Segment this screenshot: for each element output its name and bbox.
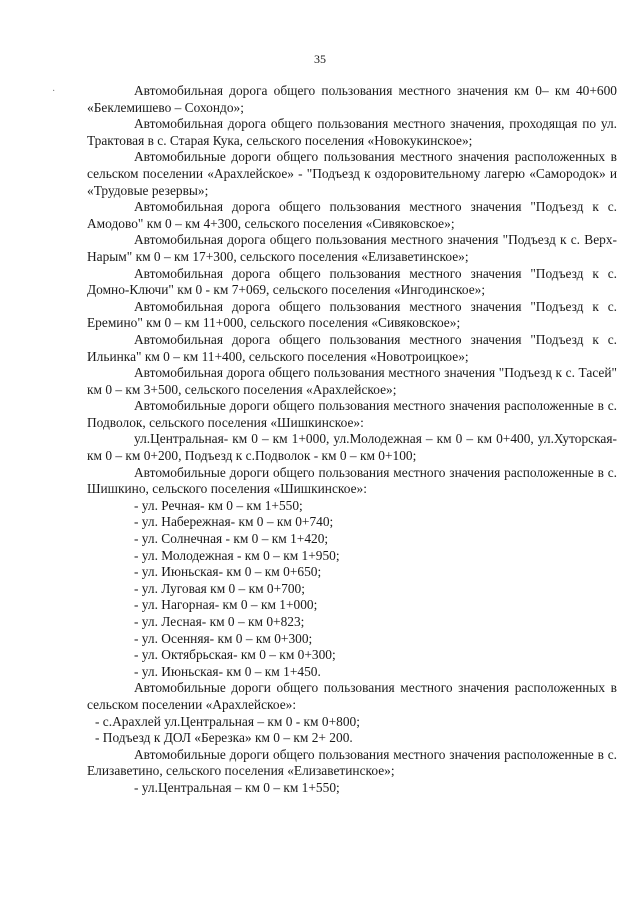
list-item: - ул. Лесная- км 0 – км 0+823; bbox=[134, 614, 305, 629]
paragraph-staraya-kuka: Автомобильная дорога общего пользования местного значения, проходящая по ул. Трактовая в с. Старая Кука, сельского поселения «Новокукинское»; bbox=[87, 116, 617, 148]
shishkino-street-list bbox=[87, 498, 617, 681]
paragraph-domno-klyuchi: Автомобильная дорога общего пользования местного значения "Подъезд к с. Домно-Ключи" км 0 - км 7+069, сельского поселения «Ингодинское»; bbox=[87, 265, 617, 298]
paragraph-verkh-narym: Автомобильная дорога общего пользования местного значения "Подъезд к с. Верх-Нарым" км 0 – км 17+300, сельского поселения «Елизаветинское»; bbox=[87, 232, 617, 264]
arakhlei-list bbox=[87, 714, 617, 747]
paragraph-samorodok: Автомобильные дороги общего пользования местного значения расположенных в сельском поселении «Арахлейское» - "Подъезд к оздоровительному лагерю «Самородок» и «Трудовые резервы»; bbox=[87, 149, 617, 198]
paragraph-shishkino-intro: Автомобильные дороги общего пользования местного значения расположенные в с. Шишкино, сельского поселения «Шишкинское»: bbox=[87, 464, 617, 497]
list-item: - ул. Молодежная - км 0 – км 1+950; bbox=[134, 547, 340, 563]
list-item: - ул.Центральная – км 0 – км 1+550; bbox=[134, 779, 340, 795]
list-item: - ул. Июньская- км 0 – км 1+450. bbox=[134, 663, 321, 679]
list-item: - ул. Июньская- км 0 – км 0+650; bbox=[134, 564, 322, 580]
list-item: - ул. Речная- км 0 – км 1+550; bbox=[134, 497, 303, 513]
paragraph-amodovo: Автомобильная дорога общего пользования местного значения "Подъезд к с. Амодово" км 0 – км 4+300, сельского поселения «Сивяковское»; bbox=[87, 199, 617, 231]
document-body bbox=[87, 83, 617, 797]
list-item: - ул. Осенняя- км 0 – км 0+300; bbox=[134, 630, 313, 646]
list-item: - ул. Набережная- км 0 – км 0+740; bbox=[134, 514, 334, 530]
list-item: - ул. Солнечная - км 0 – км 1+420; bbox=[134, 531, 329, 547]
paragraph-eremino: Автомобильная дорога общего пользования местного значения "Подъезд к с. Еремино" км 0 – км 11+000, сельского поселения «Сивяковское»; bbox=[87, 298, 617, 331]
page-number: 35 bbox=[314, 52, 326, 66]
list-item: - ул. Октябрьская- км 0 – км 0+300; bbox=[134, 647, 336, 663]
paragraph-ilyinka: Автомобильная дорога общего пользования местного значения "Подъезд к с. Ильинка" км 0 – км 11+400, сельского поселения «Новотроицкое»; bbox=[87, 331, 617, 364]
list-item: - Подъезд к ДОЛ «Березка» км 0 – км 2+ 200. bbox=[95, 730, 353, 746]
elizavetino-list bbox=[87, 780, 617, 797]
paragraph-arakhlei-intro: Автомобильные дороги общего пользования местного значения расположенных в сельском поселении «Арахлейское»: bbox=[87, 680, 617, 712]
margin-mark: · bbox=[52, 86, 56, 97]
list-item: - ул. Нагорная- км 0 – км 1+000; bbox=[134, 597, 318, 613]
list-item: - ул. Луговая км 0 – км 0+700; bbox=[134, 580, 305, 596]
paragraph-elizavetino-intro: Автомобильные дороги общего пользования местного значения расположенные в с. Елизаветино, сельского поселения «Елизаветинское»; bbox=[87, 746, 617, 779]
paragraph-podvolok-streets: ул.Центральная- км 0 – км 1+000, ул.Молодежная – км 0 – км 0+400, ул.Хуторская- км 0 – км 0+200, Подъезд к с.Подволок - км 0 – км 0+100; bbox=[87, 431, 617, 464]
paragraph-beklemishevo: Автомобильная дорога общего пользования местного значения км 0– км 40+600 «Беклемишево – Сохондо»; bbox=[87, 83, 617, 115]
paragraph-tasei: Автомобильная дорога общего пользования местного значения "Подъезд к с. Тасей" км 0 – км 3+500, сельского поселения «Арахлейское»; bbox=[87, 365, 617, 397]
paragraph-podvolok-intro: Автомобильные дороги общего пользования местного значения расположенные в с. Подволок, сельского поселения «Шишкинское»: bbox=[87, 398, 617, 430]
list-item: - с.Арахлей ул.Центральная – км 0 - км 0+800; bbox=[95, 713, 360, 729]
